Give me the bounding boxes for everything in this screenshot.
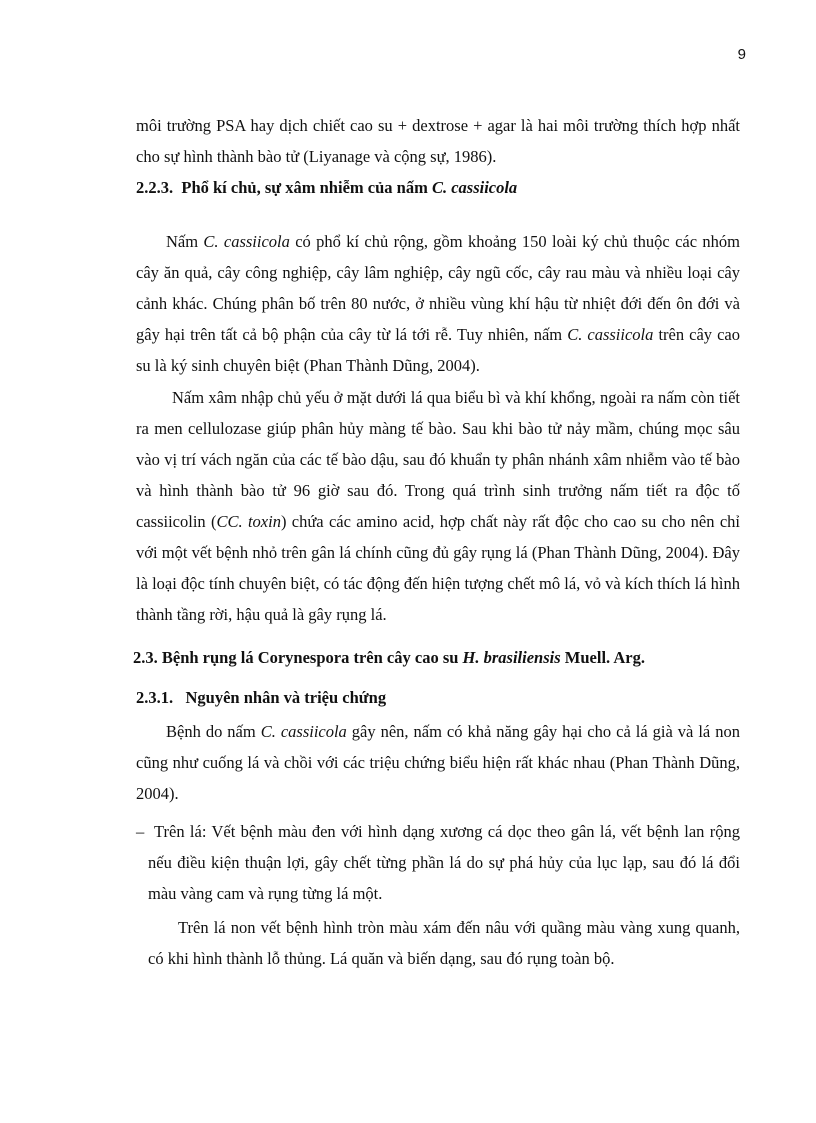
toxin-name: CC. toxin [216,512,281,531]
text-run: có phổ kí chủ rộng, gồm khoảng 150 loài ký chủ thuộc các nhóm cây ăn quả, cây công nghiệp, cây lâm nghiệp, cây ngũ cốc, cây rau màu và nhiều loại cây cảnh khác. Chúng phân bố trên 80 nước, ở nhiều vùng khí hậu từ nhiệt đới đến ôn đới và gây hại trên tất cả bộ phận của cây từ lá tới rễ. Tuy nhiên, nấm [136,232,740,344]
heading-text: Phổ kí chủ, sự xâm nhiễm của nấm [181,178,432,197]
list-item-text: Trên lá: Vết bệnh màu đen với hình dạng xương cá dọc theo gân lá, vết bệnh lan rộng nếu điều kiện thuận lợi, gây chết từng phần lá do sự phá hủy của lục lạp, sau đó lá đổi màu vàng cam và rụng từng lá một. [148,822,740,903]
heading-2-3 [133,642,737,673]
heading-tail: Muell. Arg. [560,648,645,667]
heading-text: Nguyên nhân và triệu chứng [185,688,387,707]
species-name: C. cassiicola [567,325,654,344]
paragraph-host-range [136,226,740,381]
text-run: Nấm [166,232,204,251]
list-item-leaf-symptoms [136,816,740,909]
heading-number: 2.3. [133,648,158,667]
species-name: C. cassiicola [203,232,290,251]
heading-italic: H. brasiliensis [462,648,561,667]
heading-text: Bệnh rụng lá Corynespora trên cây cao su [161,648,463,667]
dash-marker: – [136,822,145,841]
page-number: 9 [737,46,746,63]
heading-italic: C. cassiicola [431,178,518,197]
text-run: Nấm xâm nhập chủ yếu ở mặt dưới lá qua biểu bì và khí khổng, ngoài ra nấm còn tiết ra men cellulozase giúp phân hủy màng tế bào. Sau khi bào tử nảy mầm, chúng mọc sâu vào vị trí vách ngăn của các tế bào dậu, sau đó khuẩn ty phân nhánh xâm nhiễm vào tế bào và hình thành bào tử 96 giờ sau đó. Trong quá trình sinh trưởng nấm tiết ra độc tố cassiicolin ( [136,388,740,531]
text-run: Bệnh do nấm [166,722,261,741]
paragraph-continuation: môi trường PSA hay dịch chiết cao su + dextrose + agar là hai môi trường thích hợp nhất cho sự hình thành bào tử (Liyanage và cộng sự, 1986). [136,116,740,166]
heading-2-2-3 [136,172,740,203]
species-name: C. cassiicola [260,722,347,741]
paragraph-cause [136,716,740,809]
text-run: gây nên, nấm có khả năng gây hại cho cả lá già và lá non cũng như cuống lá và chồi với các triệu chứng biểu hiện rất khác nhau (Phan Thành Dũng, 2004). [136,722,740,803]
text-run: ) chứa các amino acid, hợp chất này rất độc cho cao su cho nên chỉ với một vết bệnh nhỏ trên gân lá chính cũng đủ gây rụng lá (Phan Thành Dũng, 2004). Đây là loại độc tính chuyên biệt, có tác động đến hiện tượng chết mô lá, vỏ và kích thích lá hình thành tầng rời, hậu quả là gây rụng lá. [136,512,740,624]
text-run: trên cây cao su là ký sinh chuyên biệt (Phan Thành Dũng, 2004). [136,325,741,375]
paragraph-young-leaves: Trên lá non vết bệnh hình tròn màu xám đến nâu với quầng màu vàng xung quanh, có khi hình thành lỗ thủng. Lá quăn và biến dạng, sau đó rụng toàn bộ. [148,918,740,968]
heading-number: 2.2.3. [136,178,174,197]
heading-2-3-1 [136,682,740,713]
heading-number: 2.3.1. [136,688,174,707]
paragraph-infection [136,382,740,630]
